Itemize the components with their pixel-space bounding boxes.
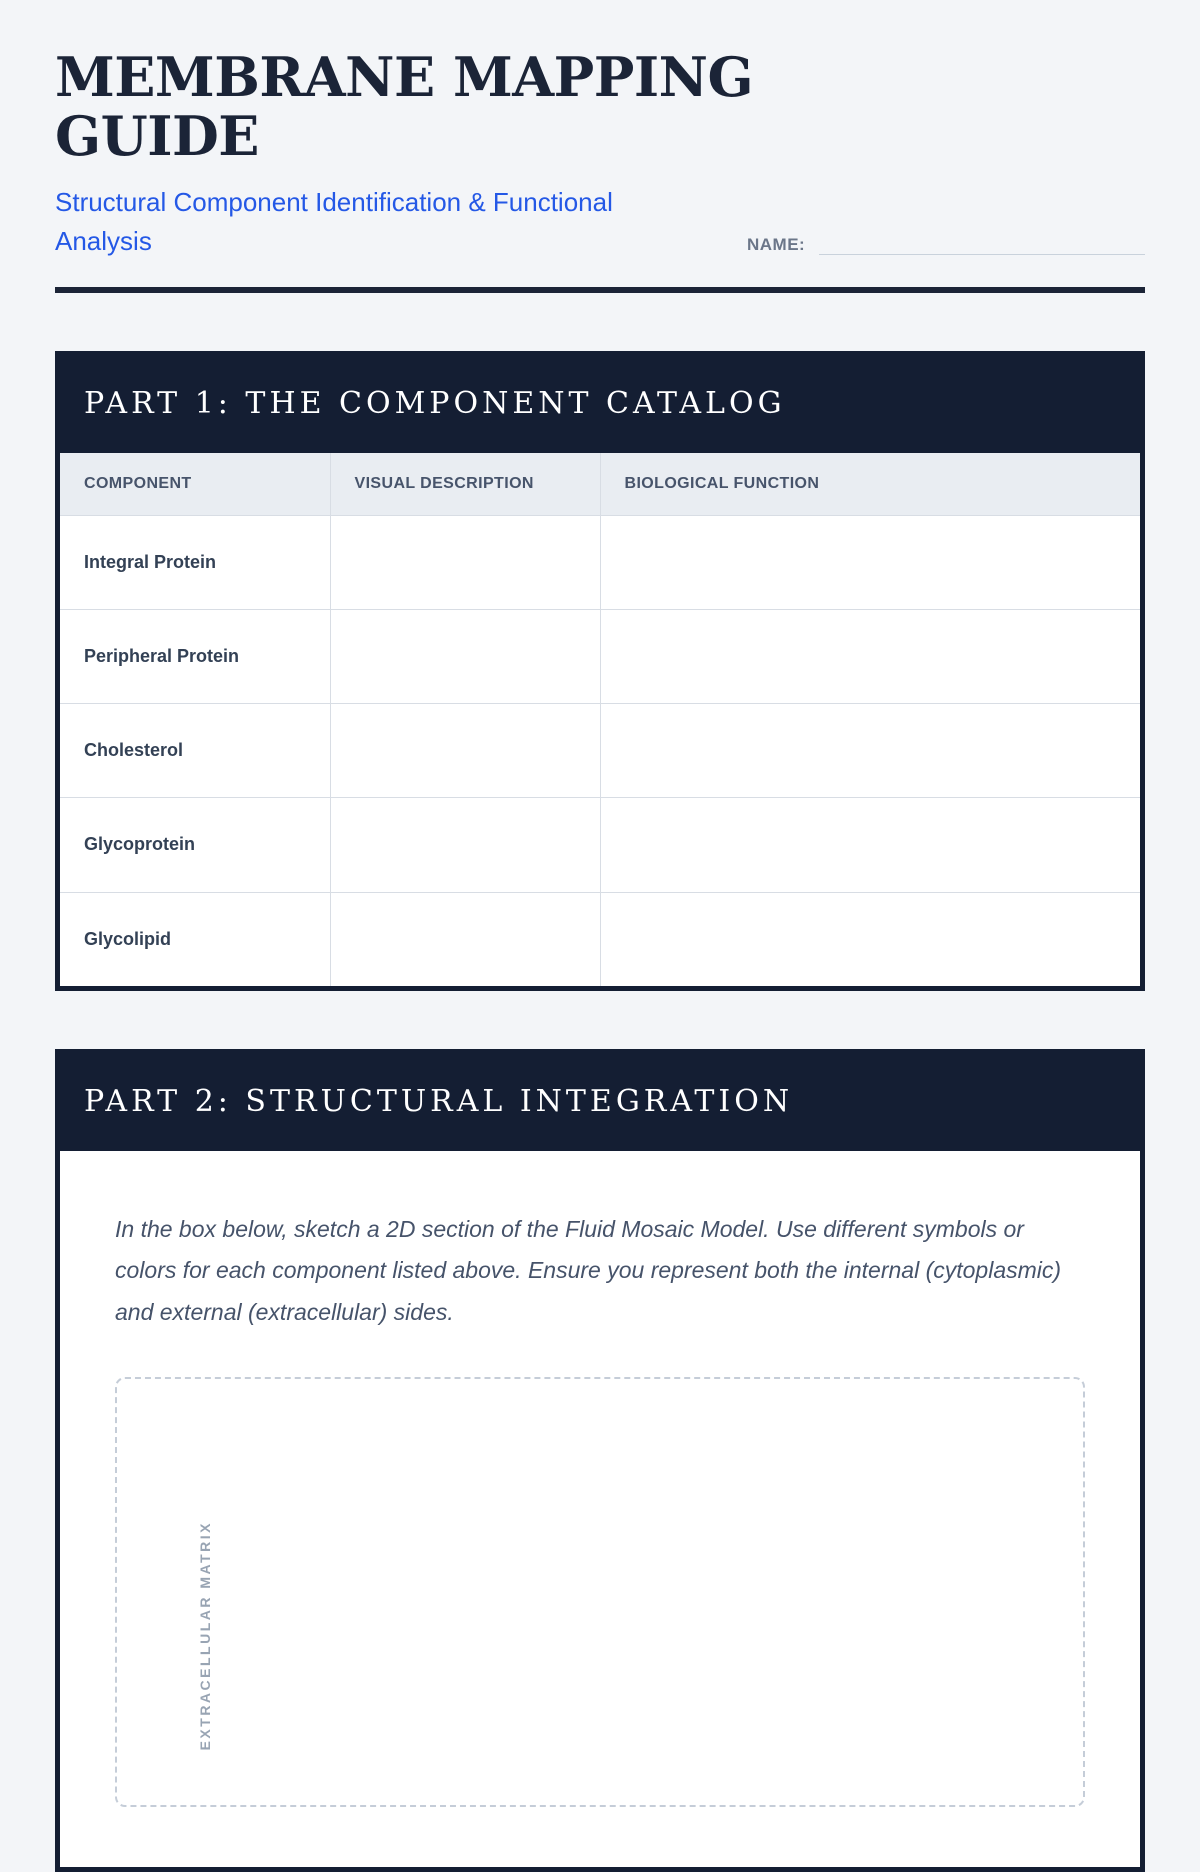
component-name-cell: Integral Protein [60, 515, 330, 609]
column-header-component: COMPONENT [60, 453, 330, 516]
header-row [55, 183, 1145, 261]
name-blank-line [819, 241, 1145, 255]
component-name-cell: Glycoprotein [60, 798, 330, 892]
visual-description-cell [330, 704, 600, 798]
part1-header: PART 1: THE COMPONENT CATALOG [60, 356, 1140, 453]
table-row [60, 798, 1140, 892]
table-row [60, 892, 1140, 986]
header-divider [55, 287, 1145, 293]
component-table [60, 453, 1140, 986]
part2-header: PART 2: STRUCTURAL INTEGRATION [60, 1054, 1140, 1151]
column-header-biological-function: BIOLOGICAL FUNCTION [600, 453, 1140, 516]
biological-function-cell [600, 515, 1140, 609]
biological-function-cell [600, 609, 1140, 703]
visual-description-cell [330, 892, 600, 986]
component-name-cell: Peripheral Protein [60, 609, 330, 703]
page-subtitle: Structural Component Identification & Functional Analysis [55, 186, 613, 256]
section-part2 [55, 1049, 1145, 1872]
page-title: MEMBRANE MAPPING GUIDE [55, 45, 754, 169]
visual-description-cell [330, 515, 600, 609]
table-row [60, 704, 1140, 798]
biological-function-cell [600, 892, 1140, 986]
sketch-instructions: In the box below, sketch a 2D section of the Fluid Mosaic Model. Use different symbols or colors for each component listed above. Ensure you represent both the internal (cytoplasmic) and external (extracellular) sides. [115, 1215, 1062, 1325]
table-row [60, 609, 1140, 703]
visual-description-cell [330, 609, 600, 703]
component-name-cell: Cholesterol [60, 704, 330, 798]
biological-function-cell [600, 798, 1140, 892]
visual-description-cell [330, 798, 600, 892]
name-field [747, 235, 1145, 261]
column-header-visual-description: VISUAL DESCRIPTION [330, 453, 600, 516]
sketch-side-label: EXTRACELLULAR MATRIX [197, 1520, 213, 1751]
table-row [60, 515, 1140, 609]
sketch-box [115, 1377, 1085, 1807]
biological-function-cell [600, 704, 1140, 798]
section-part1 [55, 351, 1145, 991]
part2-body [60, 1151, 1140, 1867]
component-name-cell: Glycolipid [60, 892, 330, 986]
name-label: NAME: [747, 234, 806, 254]
table-header-row [60, 453, 1140, 516]
